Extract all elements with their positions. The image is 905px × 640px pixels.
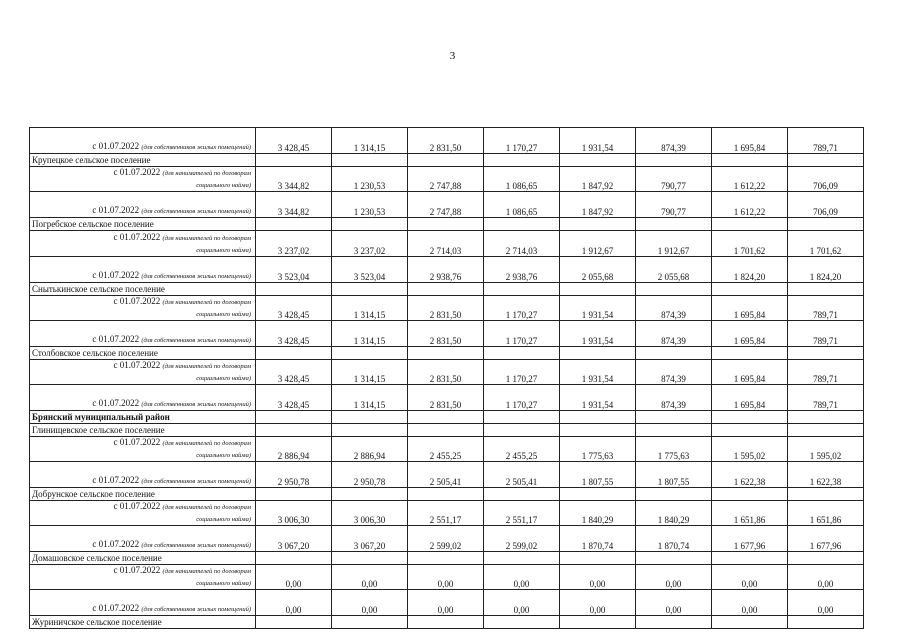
value-cell: 1 677,96 xyxy=(712,526,788,552)
empty-cell xyxy=(484,218,560,231)
value-cell: 1 086,65 xyxy=(484,192,560,218)
value-cell: 706,09 xyxy=(788,192,864,218)
value-cell: 1 612,22 xyxy=(712,167,788,192)
value-cell: 1 170,27 xyxy=(484,360,560,385)
tenants-label xyxy=(30,167,256,192)
section-title: Погребское сельское поселение xyxy=(30,218,256,231)
value-cell: 3 523,04 xyxy=(256,257,332,283)
value-cell: 789,71 xyxy=(788,385,864,411)
tenants-note-line1: (для нанимателей по договорам xyxy=(162,170,251,177)
value-cell: 3 237,02 xyxy=(256,231,332,257)
empty-cell xyxy=(484,283,560,296)
empty-cell xyxy=(484,411,560,424)
page-number: 3 xyxy=(449,50,456,62)
empty-cell xyxy=(636,488,712,501)
value-cell: 1 314,15 xyxy=(332,321,408,347)
empty-cell xyxy=(332,218,408,231)
value-cell: 2 055,68 xyxy=(636,257,712,283)
empty-cell xyxy=(636,283,712,296)
value-cell: 1 622,38 xyxy=(712,462,788,488)
tenants-note-line2: социального найма) xyxy=(196,311,251,318)
empty-cell xyxy=(332,154,408,167)
value-cell: 0,00 xyxy=(636,565,712,590)
owners-row xyxy=(30,526,864,552)
section-row xyxy=(30,154,864,167)
empty-cell xyxy=(484,616,560,629)
value-cell: 2 831,50 xyxy=(408,360,484,385)
tenants-label xyxy=(30,437,256,462)
value-cell: 1 695,84 xyxy=(712,296,788,321)
value-cell: 789,71 xyxy=(788,296,864,321)
date-prefix: с 01.07.2022 xyxy=(92,539,142,549)
empty-cell xyxy=(560,218,636,231)
value-cell: 0,00 xyxy=(332,565,408,590)
value-cell: 2 599,02 xyxy=(408,526,484,552)
empty-cell xyxy=(788,283,864,296)
value-cell: 1 807,55 xyxy=(560,462,636,488)
empty-cell xyxy=(560,154,636,167)
value-cell: 2 455,25 xyxy=(408,437,484,462)
empty-cell xyxy=(636,424,712,437)
value-cell: 2 599,02 xyxy=(484,526,560,552)
value-cell: 2 938,76 xyxy=(484,257,560,283)
tenants-label xyxy=(30,501,256,526)
value-cell: 1 931,54 xyxy=(560,321,636,347)
section-row xyxy=(30,616,864,629)
empty-cell xyxy=(560,411,636,424)
value-cell: 3 067,20 xyxy=(256,526,332,552)
value-cell: 1 677,96 xyxy=(788,526,864,552)
empty-cell xyxy=(256,283,332,296)
empty-cell xyxy=(408,218,484,231)
empty-cell xyxy=(408,347,484,360)
value-cell: 1 931,54 xyxy=(560,385,636,411)
owners-label xyxy=(30,462,256,488)
value-cell: 2 747,88 xyxy=(408,192,484,218)
tenants-note-line1: (для нанимателей по договорам xyxy=(162,363,251,370)
value-cell: 1 170,27 xyxy=(484,296,560,321)
value-cell: 790,77 xyxy=(636,167,712,192)
empty-cell xyxy=(712,488,788,501)
empty-cell xyxy=(788,154,864,167)
value-cell: 1 595,02 xyxy=(788,437,864,462)
empty-cell xyxy=(560,347,636,360)
empty-cell xyxy=(560,488,636,501)
value-cell: 3 237,02 xyxy=(332,231,408,257)
value-cell: 1 086,65 xyxy=(484,167,560,192)
value-cell: 0,00 xyxy=(560,590,636,616)
value-cell: 1 775,63 xyxy=(636,437,712,462)
tenants-label xyxy=(30,360,256,385)
tenants-note-line1: (для нанимателей по договорам xyxy=(162,440,251,447)
empty-cell xyxy=(560,552,636,565)
owners-row xyxy=(30,321,864,347)
value-cell: 1 314,15 xyxy=(332,128,408,154)
owners-row xyxy=(30,257,864,283)
empty-cell xyxy=(256,218,332,231)
empty-cell xyxy=(484,552,560,565)
value-cell: 3 006,30 xyxy=(256,501,332,526)
tenants-label xyxy=(30,296,256,321)
owners-label xyxy=(30,128,256,154)
empty-cell xyxy=(484,347,560,360)
value-cell: 1 912,67 xyxy=(636,231,712,257)
empty-cell xyxy=(484,154,560,167)
value-cell: 1 840,29 xyxy=(636,501,712,526)
empty-cell xyxy=(712,411,788,424)
value-cell: 1 931,54 xyxy=(560,360,636,385)
section-title: Домашовское сельское поселение xyxy=(30,552,256,565)
value-cell: 1 695,84 xyxy=(712,321,788,347)
value-cell: 2 055,68 xyxy=(560,257,636,283)
empty-cell xyxy=(408,616,484,629)
value-cell: 2 886,94 xyxy=(332,437,408,462)
value-cell: 0,00 xyxy=(256,590,332,616)
value-cell: 1 695,84 xyxy=(712,128,788,154)
date-prefix: с 01.07.2022 xyxy=(92,398,142,408)
value-cell: 3 428,45 xyxy=(256,321,332,347)
section-title: Добрунское сельское поселение xyxy=(30,488,256,501)
value-cell: 0,00 xyxy=(484,590,560,616)
value-cell: 1 651,86 xyxy=(712,501,788,526)
empty-cell xyxy=(408,154,484,167)
section-title: Столбовское сельское поселение xyxy=(30,347,256,360)
value-cell: 1 701,62 xyxy=(788,231,864,257)
empty-cell xyxy=(788,616,864,629)
value-cell: 1 931,54 xyxy=(560,128,636,154)
section-title: Журиничское сельское поселение xyxy=(30,616,256,629)
value-cell: 1 314,15 xyxy=(332,385,408,411)
owners-label xyxy=(30,192,256,218)
empty-cell xyxy=(636,616,712,629)
empty-cell xyxy=(256,347,332,360)
value-cell: 874,39 xyxy=(636,321,712,347)
section-title: Крупецкое сельское поселение xyxy=(30,154,256,167)
empty-cell xyxy=(256,616,332,629)
value-cell: 2 831,50 xyxy=(408,385,484,411)
value-cell: 1 870,74 xyxy=(636,526,712,552)
empty-cell xyxy=(408,411,484,424)
date-prefix: с 01.07.2022 xyxy=(92,603,142,613)
tenants-label xyxy=(30,565,256,590)
tenants-note-line1: (для нанимателей по договорам xyxy=(162,568,251,575)
value-cell: 1 651,86 xyxy=(788,501,864,526)
section-row xyxy=(30,283,864,296)
tenants-note-line2: социального найма) xyxy=(196,452,251,459)
tenants-row xyxy=(30,231,864,257)
empty-cell xyxy=(256,552,332,565)
section-row xyxy=(30,424,864,437)
empty-cell xyxy=(636,411,712,424)
owners-note: (для собственников жилых помещений) xyxy=(141,606,251,613)
owners-label xyxy=(30,590,256,616)
value-cell: 789,71 xyxy=(788,321,864,347)
empty-cell xyxy=(788,218,864,231)
tenants-note-line1: (для нанимателей по договорам xyxy=(162,235,251,242)
tenants-note-line1: (для нанимателей по договорам xyxy=(162,504,251,511)
value-cell: 3 067,20 xyxy=(332,526,408,552)
value-cell: 1 595,02 xyxy=(712,437,788,462)
owners-row xyxy=(30,385,864,411)
value-cell: 1 230,53 xyxy=(332,167,408,192)
value-cell: 874,39 xyxy=(636,296,712,321)
empty-cell xyxy=(636,218,712,231)
value-cell: 1 912,67 xyxy=(560,231,636,257)
owners-row xyxy=(30,462,864,488)
value-cell: 2 950,78 xyxy=(256,462,332,488)
value-cell: 1 847,92 xyxy=(560,167,636,192)
empty-cell xyxy=(788,488,864,501)
value-cell: 1 847,92 xyxy=(560,192,636,218)
empty-cell xyxy=(712,347,788,360)
empty-cell xyxy=(408,552,484,565)
date-prefix: с 01.07.2022 xyxy=(113,360,163,370)
empty-cell xyxy=(332,283,408,296)
value-cell: 3 428,45 xyxy=(256,360,332,385)
value-cell: 1 824,20 xyxy=(788,257,864,283)
value-cell: 789,71 xyxy=(788,128,864,154)
empty-cell xyxy=(332,552,408,565)
section-title: Глинищевское сельское поселение xyxy=(30,424,256,437)
value-cell: 2 938,76 xyxy=(408,257,484,283)
value-cell: 1 622,38 xyxy=(788,462,864,488)
empty-cell xyxy=(712,218,788,231)
date-prefix: с 01.07.2022 xyxy=(113,296,163,306)
value-cell: 1 840,29 xyxy=(560,501,636,526)
value-cell: 0,00 xyxy=(256,565,332,590)
date-prefix: с 01.07.2022 xyxy=(113,501,163,511)
owners-note: (для собственников жилых помещений) xyxy=(141,401,251,408)
date-prefix: с 01.07.2022 xyxy=(92,141,142,151)
section-row xyxy=(30,218,864,231)
tenants-note-line2: социального найма) xyxy=(196,516,251,523)
empty-cell xyxy=(332,347,408,360)
empty-cell xyxy=(408,283,484,296)
owners-label xyxy=(30,321,256,347)
value-cell: 874,39 xyxy=(636,385,712,411)
empty-cell xyxy=(408,424,484,437)
value-cell: 3 006,30 xyxy=(332,501,408,526)
value-cell: 3 428,45 xyxy=(256,296,332,321)
empty-cell xyxy=(256,411,332,424)
value-cell: 3 344,82 xyxy=(256,192,332,218)
value-cell: 2 831,50 xyxy=(408,296,484,321)
empty-cell xyxy=(332,616,408,629)
value-cell: 2 551,17 xyxy=(484,501,560,526)
date-prefix: с 01.07.2022 xyxy=(113,437,163,447)
value-cell: 2 831,50 xyxy=(408,321,484,347)
value-cell: 1 314,15 xyxy=(332,360,408,385)
value-cell: 2 747,88 xyxy=(408,167,484,192)
value-cell: 1 807,55 xyxy=(636,462,712,488)
date-prefix: с 01.07.2022 xyxy=(92,205,142,215)
value-cell: 3 523,04 xyxy=(332,257,408,283)
owners-row xyxy=(30,192,864,218)
value-cell: 1 170,27 xyxy=(484,128,560,154)
tenants-note-line2: социального найма) xyxy=(196,247,251,254)
owners-note: (для собственников жилых помещений) xyxy=(141,337,251,344)
value-cell: 1 314,15 xyxy=(332,296,408,321)
section-row xyxy=(30,488,864,501)
value-cell: 3 344,82 xyxy=(256,167,332,192)
owners-label xyxy=(30,385,256,411)
tenants-row xyxy=(30,565,864,590)
empty-cell xyxy=(712,616,788,629)
value-cell: 2 714,03 xyxy=(408,231,484,257)
date-prefix: с 01.07.2022 xyxy=(92,270,142,280)
empty-cell xyxy=(256,488,332,501)
value-cell: 0,00 xyxy=(408,590,484,616)
value-cell: 0,00 xyxy=(484,565,560,590)
value-cell: 3 428,45 xyxy=(256,385,332,411)
section-row xyxy=(30,552,864,565)
tenants-row xyxy=(30,167,864,192)
value-cell: 1 170,27 xyxy=(484,385,560,411)
tenants-note-line1: (для нанимателей по договорам xyxy=(162,299,251,306)
empty-cell xyxy=(636,552,712,565)
value-cell: 1 170,27 xyxy=(484,321,560,347)
value-cell: 2 551,17 xyxy=(408,501,484,526)
tenants-row xyxy=(30,437,864,462)
value-cell: 1 931,54 xyxy=(560,296,636,321)
value-cell: 0,00 xyxy=(788,590,864,616)
owners-note: (для собственников жилых помещений) xyxy=(141,273,251,280)
tenants-row xyxy=(30,296,864,321)
value-cell: 1 775,63 xyxy=(560,437,636,462)
empty-cell xyxy=(560,283,636,296)
date-prefix: с 01.07.2022 xyxy=(113,167,163,177)
value-cell: 3 428,45 xyxy=(256,128,332,154)
tenants-note-line2: социального найма) xyxy=(196,182,251,189)
date-prefix: с 01.07.2022 xyxy=(92,475,142,485)
value-cell: 0,00 xyxy=(408,565,484,590)
empty-cell xyxy=(256,154,332,167)
empty-cell xyxy=(788,411,864,424)
empty-cell xyxy=(484,424,560,437)
empty-cell xyxy=(712,283,788,296)
owners-note: (для собственников жилых помещений) xyxy=(141,144,251,151)
empty-cell xyxy=(484,488,560,501)
value-cell: 2 831,50 xyxy=(408,128,484,154)
date-prefix: с 01.07.2022 xyxy=(113,232,163,242)
empty-cell xyxy=(332,424,408,437)
date-prefix: с 01.07.2022 xyxy=(113,565,163,575)
empty-cell xyxy=(712,154,788,167)
section-row xyxy=(30,347,864,360)
value-cell: 789,71 xyxy=(788,360,864,385)
value-cell: 1 612,22 xyxy=(712,192,788,218)
value-cell: 2 950,78 xyxy=(332,462,408,488)
value-cell: 0,00 xyxy=(788,565,864,590)
owners-row xyxy=(30,128,864,154)
value-cell: 2 886,94 xyxy=(256,437,332,462)
empty-cell xyxy=(788,424,864,437)
value-cell: 1 701,62 xyxy=(712,231,788,257)
owners-note: (для собственников жилых помещений) xyxy=(141,478,251,485)
tenants-note-line2: социального найма) xyxy=(196,580,251,587)
empty-cell xyxy=(712,552,788,565)
value-cell: 2 505,41 xyxy=(408,462,484,488)
empty-cell xyxy=(712,424,788,437)
tenants-label xyxy=(30,231,256,257)
section-title: Снытькинское сельское поселение xyxy=(30,283,256,296)
owners-note: (для собственников жилых помещений) xyxy=(141,208,251,215)
value-cell: 874,39 xyxy=(636,128,712,154)
empty-cell xyxy=(636,154,712,167)
empty-cell xyxy=(560,424,636,437)
empty-cell xyxy=(788,347,864,360)
date-prefix: с 01.07.2022 xyxy=(92,334,142,344)
owners-label xyxy=(30,257,256,283)
owners-row xyxy=(30,590,864,616)
empty-cell xyxy=(788,552,864,565)
value-cell: 790,77 xyxy=(636,192,712,218)
empty-cell xyxy=(636,347,712,360)
region-title: Брянский муниципальный район xyxy=(30,411,256,424)
value-cell: 1 695,84 xyxy=(712,360,788,385)
empty-cell xyxy=(332,488,408,501)
region-row xyxy=(30,411,864,424)
empty-cell xyxy=(332,411,408,424)
value-cell: 874,39 xyxy=(636,360,712,385)
owners-label xyxy=(30,526,256,552)
value-cell: 706,09 xyxy=(788,167,864,192)
tenants-row xyxy=(30,360,864,385)
value-cell: 2 714,03 xyxy=(484,231,560,257)
empty-cell xyxy=(408,488,484,501)
value-cell: 0,00 xyxy=(636,590,712,616)
value-cell: 1 870,74 xyxy=(560,526,636,552)
value-cell: 1 695,84 xyxy=(712,385,788,411)
empty-cell xyxy=(256,424,332,437)
value-cell: 1 824,20 xyxy=(712,257,788,283)
tenants-note-line2: социального найма) xyxy=(196,375,251,382)
empty-cell xyxy=(560,616,636,629)
owners-note: (для собственников жилых помещений) xyxy=(141,542,251,549)
value-cell: 2 455,25 xyxy=(484,437,560,462)
value-cell: 0,00 xyxy=(332,590,408,616)
value-cell: 0,00 xyxy=(712,590,788,616)
value-cell: 0,00 xyxy=(712,565,788,590)
value-cell: 2 505,41 xyxy=(484,462,560,488)
value-cell: 1 230,53 xyxy=(332,192,408,218)
tenants-row xyxy=(30,501,864,526)
value-cell: 0,00 xyxy=(560,565,636,590)
tariff-table xyxy=(29,127,864,629)
